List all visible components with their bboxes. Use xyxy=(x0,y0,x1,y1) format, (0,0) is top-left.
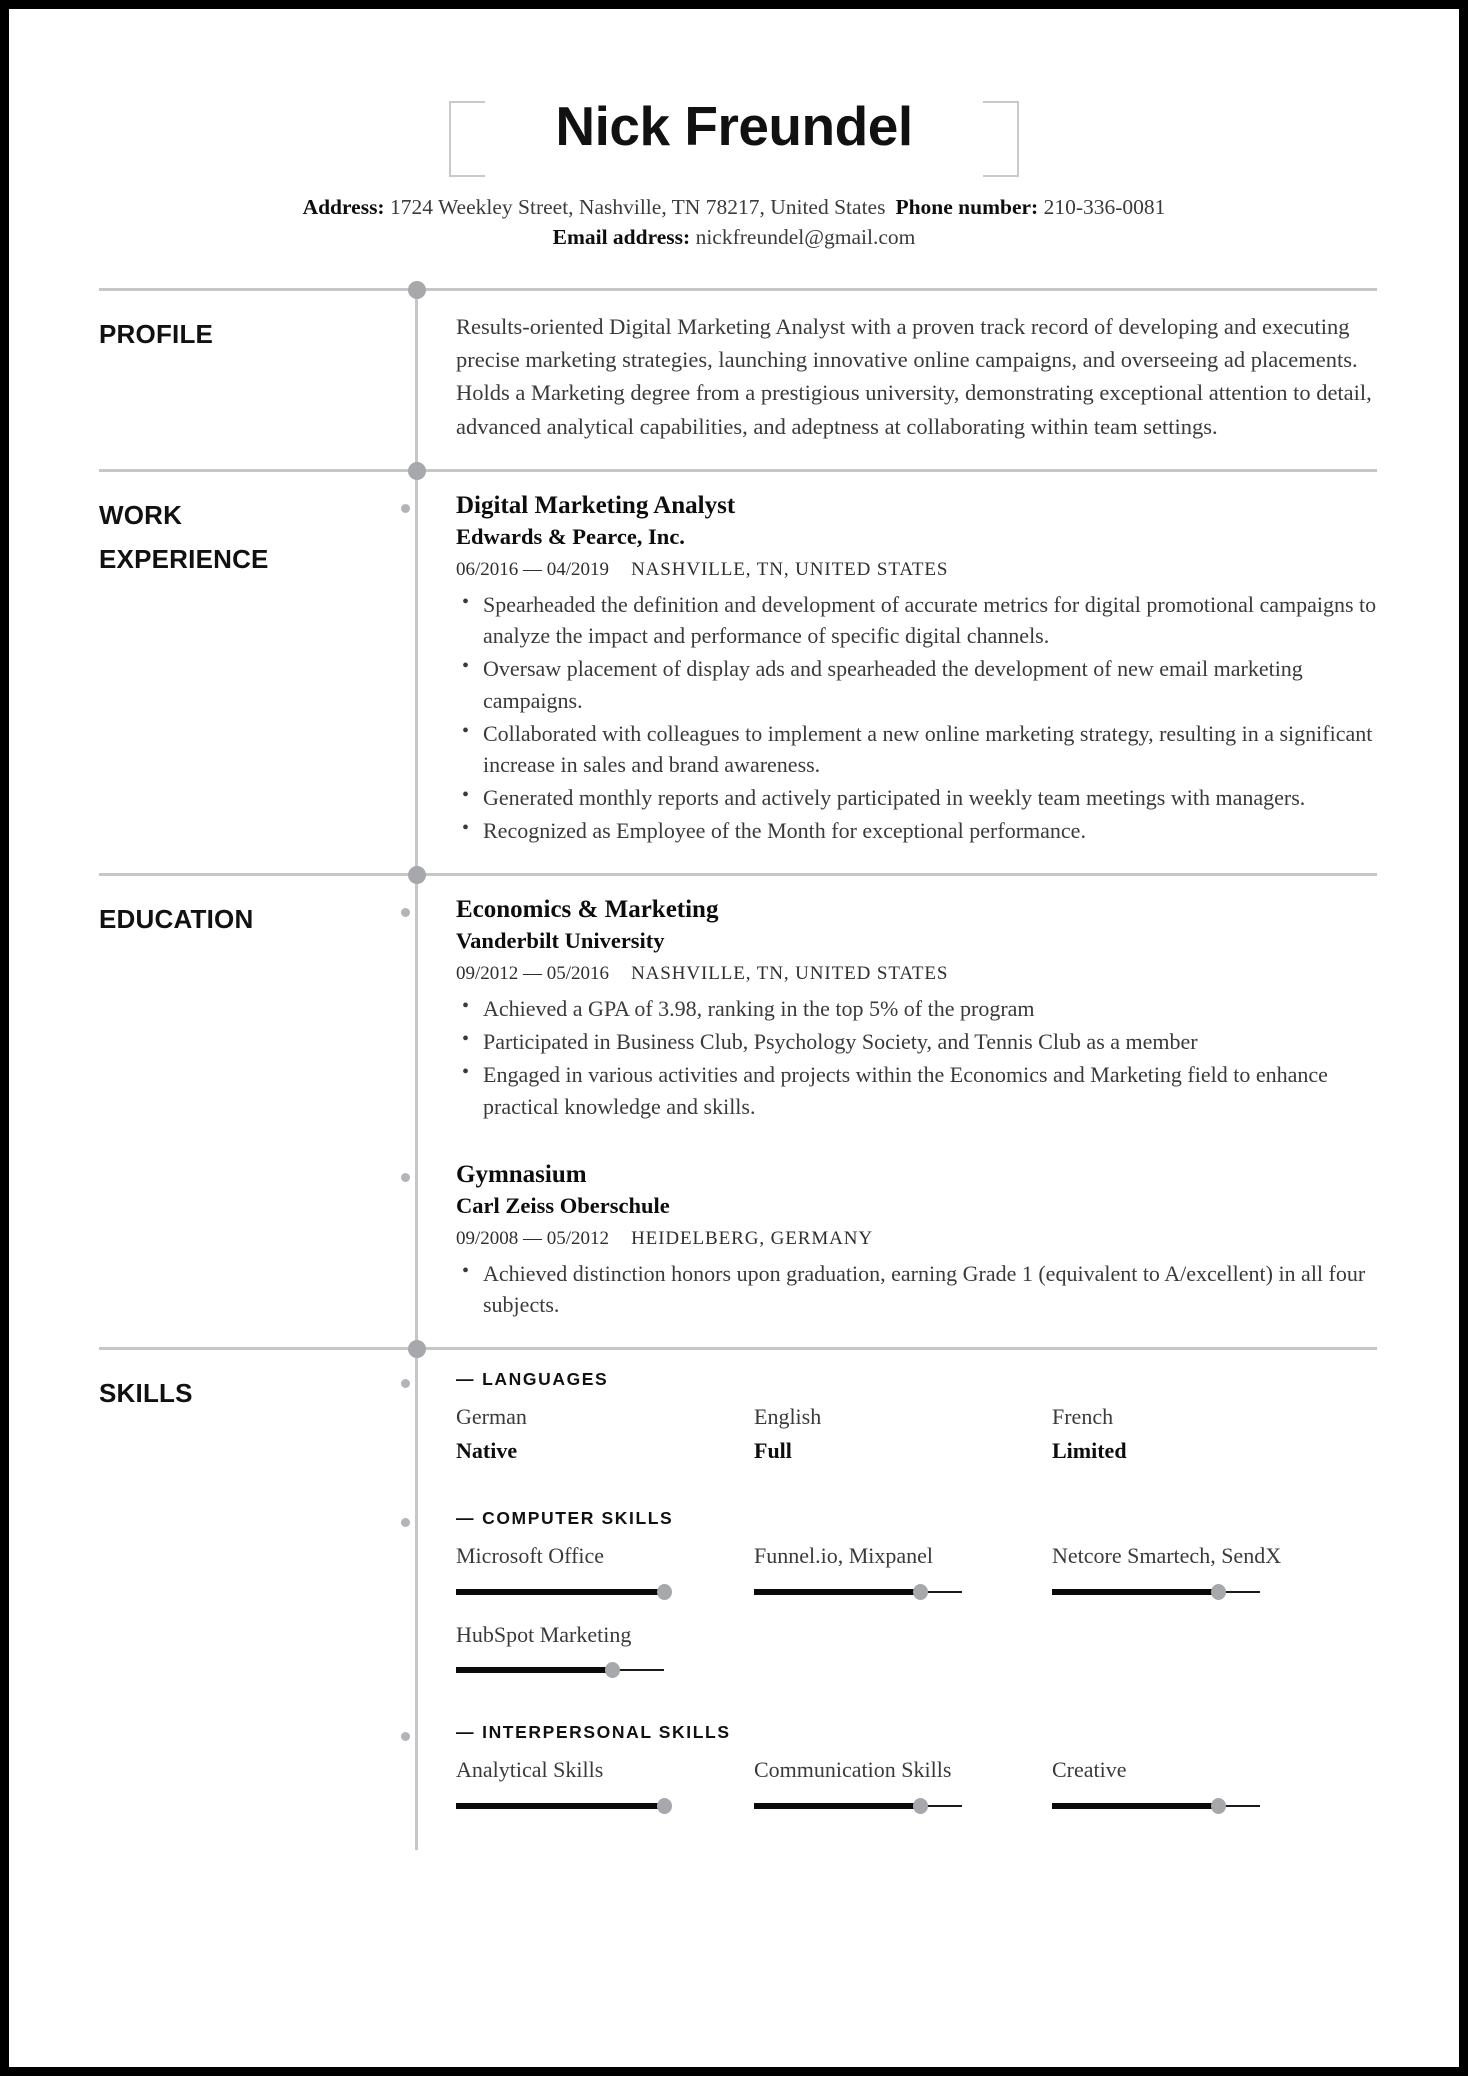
skill-cell xyxy=(754,1404,1052,1465)
resume-header xyxy=(9,9,1459,252)
section-skills-label-col xyxy=(99,1347,408,1840)
skill-level-slider[interactable] xyxy=(456,1798,664,1814)
entry-bullet-list xyxy=(456,589,1377,847)
section-work-content xyxy=(408,469,1377,873)
section-title-education: EDUCATION xyxy=(99,903,254,934)
section-education-content xyxy=(408,873,1377,1347)
entry-bullet-list xyxy=(456,1258,1377,1320)
skill-level-slider[interactable] xyxy=(456,1662,664,1678)
skill-row xyxy=(456,1622,1377,1678)
section-title-work-line2: EXPERIENCE xyxy=(99,544,269,575)
language-name: French xyxy=(1052,1403,1114,1429)
profile-summary: Results-oriented Digital Marketing Analyst with a proven track record of developing and executing precise marketing strategies, launching innovative online campaigns, and overseeing ad placements. Holds a Marketing degree from a prestigious university, demonstrating exceptional attention to detail, advanced analytical capabilities, and adeptness at collaborating within team settings. xyxy=(456,314,1372,439)
entry-dates: 09/2012 — 05/2016 xyxy=(456,963,610,985)
address-value: 1724 Weekley Street, Nashville, TN 78217, United States xyxy=(389,195,886,219)
section-profile-content xyxy=(408,288,1377,468)
language-level: Limited xyxy=(1052,1437,1127,1463)
skill-cell xyxy=(1052,1757,1350,1813)
entry-meta xyxy=(456,559,1377,582)
language-name: English xyxy=(754,1403,822,1429)
bullet-item: • Engaged in various activities and projects within the Economics and Marketing field to enhance practical knowledge and skills. xyxy=(456,1059,1377,1121)
slider-fill xyxy=(456,1803,664,1809)
email-value: nickfreundel@gmail.com xyxy=(695,224,916,249)
slider-fill xyxy=(456,1589,664,1595)
slider-knob[interactable] xyxy=(605,1662,620,1678)
section-title-skills: SKILLS xyxy=(99,1377,193,1408)
timeline-entry xyxy=(456,895,1377,1122)
entry-location: NASHVILLE, TN, UNITED STATES xyxy=(631,963,949,985)
section-profile-label-col xyxy=(99,288,408,468)
skill-level-slider[interactable] xyxy=(1052,1584,1260,1600)
slider-knob[interactable] xyxy=(913,1584,928,1600)
bullet-item: • Spearheaded the definition and development of accurate metrics for digital promotional campaigns to analyze the impact and performance of specific digital channels. xyxy=(456,589,1377,651)
slider-knob[interactable] xyxy=(1211,1584,1226,1600)
skill-row xyxy=(456,1404,1377,1465)
bullet-item: • Oversaw placement of display ads and spearheaded the development of new email marketing campaigns. xyxy=(456,653,1377,715)
skill-group-title xyxy=(456,1369,1377,1390)
bottom-spacer xyxy=(9,1840,1459,1960)
language-level: Native xyxy=(456,1437,518,1463)
skill-cell xyxy=(754,1757,1052,1813)
skill-cell xyxy=(1052,1543,1350,1599)
slider-knob[interactable] xyxy=(1211,1798,1226,1814)
group-dash-icon: — xyxy=(456,1722,476,1743)
skill-name: Creative xyxy=(1052,1757,1127,1783)
skill-level-slider[interactable] xyxy=(456,1584,664,1600)
slider-fill xyxy=(1052,1803,1218,1809)
bracket-right-icon xyxy=(983,101,1019,177)
skill-cell xyxy=(456,1622,754,1678)
slider-knob[interactable] xyxy=(657,1798,672,1814)
skill-level-slider[interactable] xyxy=(1052,1798,1260,1814)
section-skills xyxy=(9,1347,1459,1840)
skill-row xyxy=(456,1757,1377,1813)
name-block xyxy=(9,85,1459,167)
skill-group-title xyxy=(456,1508,1377,1529)
section-education xyxy=(9,873,1459,1347)
entry-role: Digital Marketing Analyst xyxy=(456,491,736,519)
entry-dates: 09/2008 — 05/2012 xyxy=(456,1228,610,1250)
entry-location: NASHVILLE, TN, UNITED STATES xyxy=(631,559,949,580)
skill-name: Microsoft Office xyxy=(456,1543,605,1569)
section-work-label-col xyxy=(99,469,408,873)
skill-cell xyxy=(456,1404,754,1465)
section-education-label-col xyxy=(99,873,408,1347)
group-title-text: COMPUTER SKILLS xyxy=(482,1508,674,1529)
skill-name: Communication Skills xyxy=(754,1757,952,1783)
skill-level-slider[interactable] xyxy=(754,1584,962,1600)
phone-label: Phone number: xyxy=(895,195,1039,219)
section-profile xyxy=(9,288,1459,468)
skill-group-title xyxy=(456,1722,1377,1743)
skill-name: HubSpot Marketing xyxy=(456,1621,632,1647)
entry-location: HEIDELBERG, GERMANY xyxy=(631,1228,873,1250)
section-title-profile: PROFILE xyxy=(99,319,214,350)
entry-meta xyxy=(456,963,1377,986)
address-label: Address: xyxy=(302,195,385,219)
phone-value: 210-336-0081 xyxy=(1043,195,1166,219)
bullet-item: • Participated in Business Club, Psychology Society, and Tennis Club as a member xyxy=(456,1026,1377,1057)
bullet-item: • Achieved a GPA of 3.98, ranking in the top 5% of the program xyxy=(456,993,1377,1024)
entry-bullet-list xyxy=(456,993,1377,1122)
skill-cell xyxy=(754,1543,1052,1599)
section-title-work-line1: WORK xyxy=(99,499,183,530)
email-label: Email address: xyxy=(552,224,691,249)
bracket-left-icon xyxy=(449,101,485,177)
slider-fill xyxy=(754,1589,920,1595)
skill-name: Netcore Smartech, SendX xyxy=(1052,1543,1282,1569)
entry-organization: Edwards & Pearce, Inc. xyxy=(456,523,685,549)
group-title-text: LANGUAGES xyxy=(482,1368,609,1389)
skill-cell xyxy=(456,1757,754,1813)
entry-organization: Vanderbilt University xyxy=(456,927,665,953)
entry-meta xyxy=(456,1228,1377,1251)
slider-knob[interactable] xyxy=(657,1584,672,1600)
page-title: Nick Freundel xyxy=(555,94,913,157)
bullet-item: • Recognized as Employee of the Month for exceptional performance. xyxy=(456,815,1377,846)
slider-fill xyxy=(456,1667,612,1673)
skill-name: Funnel.io, Mixpanel xyxy=(754,1543,934,1569)
slider-fill xyxy=(1052,1589,1218,1595)
group-dash-icon: — xyxy=(456,1508,476,1529)
group-dash-icon: — xyxy=(456,1368,476,1389)
timeline-spine xyxy=(415,288,418,1849)
slider-fill xyxy=(754,1803,920,1809)
entry-dates: 06/2016 — 04/2019 xyxy=(456,559,610,580)
entry-role: Gymnasium xyxy=(456,1160,587,1188)
language-name: German xyxy=(456,1403,527,1429)
entry-organization: Carl Zeiss Oberschule xyxy=(456,1192,670,1218)
skill-group xyxy=(456,1508,1377,1678)
resume-page xyxy=(9,9,1459,2067)
contact-info xyxy=(9,193,1459,252)
skill-cell xyxy=(1052,1404,1350,1465)
skill-cell xyxy=(456,1543,754,1599)
bullet-item: • Achieved distinction honors upon graduation, earning Grade 1 (equivalent to A/excellent) in all four subjects. xyxy=(456,1258,1377,1320)
skill-row xyxy=(456,1543,1377,1599)
skill-group xyxy=(456,1369,1377,1465)
resume-body xyxy=(9,288,1459,1959)
skill-name: Analytical Skills xyxy=(456,1757,604,1783)
slider-knob[interactable] xyxy=(913,1798,928,1814)
timeline-entry xyxy=(456,1160,1377,1321)
skill-level-slider[interactable] xyxy=(754,1798,962,1814)
section-skills-content xyxy=(408,1347,1377,1840)
bullet-item: • Collaborated with colleagues to implement a new online marketing strategy, resulting in a significant increase in sales and brand awareness. xyxy=(456,718,1377,780)
skill-group xyxy=(456,1722,1377,1813)
group-title-text: INTERPERSONAL SKILLS xyxy=(482,1722,731,1743)
section-work-experience xyxy=(9,469,1459,873)
bullet-item: • Generated monthly reports and actively participated in weekly team meetings with managers. xyxy=(456,782,1377,813)
entry-role: Economics & Marketing xyxy=(456,895,719,923)
timeline-entry xyxy=(456,491,1377,847)
language-level: Full xyxy=(754,1437,792,1463)
